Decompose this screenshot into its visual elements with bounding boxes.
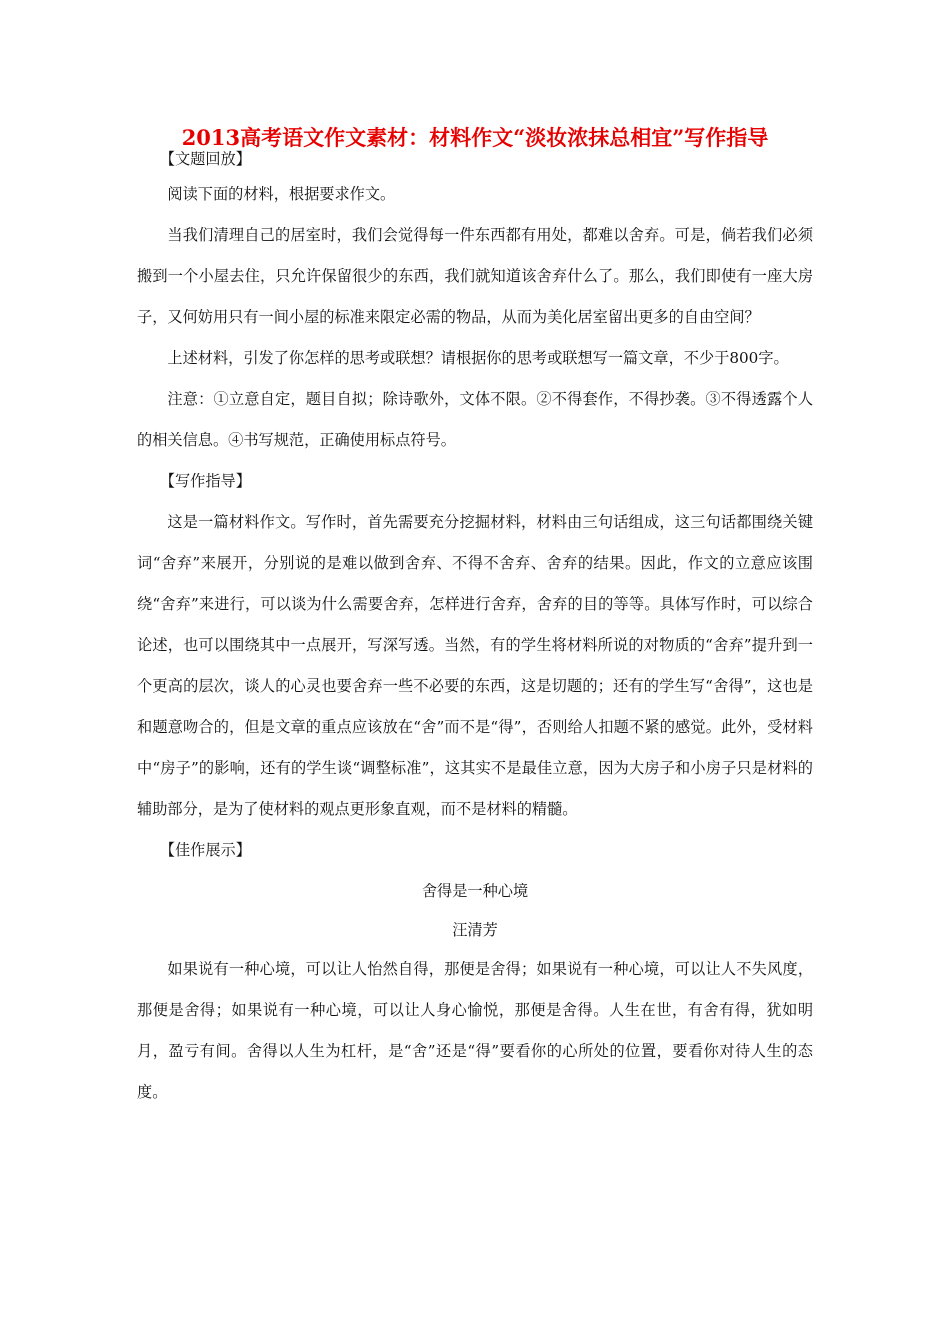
document-title: 2013高考语文作文素材：材料作文“淡妆浓抹总相宜”写作指导 xyxy=(181,125,769,150)
essay-title: 舍得是一种心境 xyxy=(421,882,529,900)
section-header-question: 【文题回放】 xyxy=(159,150,251,168)
guide-paragraph: 这是一篇材料作文。写作时，首先需要充分挖掘材料，材料由三句话组成，这三句话都围绕关键词“舍弃”来展开，分别说的是难以做到舍弃、不得不舍弃、舍弃的结果。因此，作文的立意应该围绕“舍弃”来进行，可以谈为什么需要舍弃，怎样进行舍弃，舍弃的目的等等。具体写作时，可以综合论述，也可以围绕其中一点展开，写深写透。当然，有的学生将材料所说的对物质的“舍弃”提升到一个更高的层次，谈人的心灵也要舍弃一些不必要的东西，这是切题的；还有的学生写“舍得”，这也是和题意吻合的，但是文章的重点应该放在“舍”而不是“得”，否则给人扣题不紧的感觉。此外，受材料中“房子”的影响，还有的学生谈“调整标准”，这其实不是最佳立意，因为大房子和小房子只是材料的辅助部分，是为了使材料的观点更形象直观，而不是材料的精髓。 xyxy=(137,513,813,818)
section-header-guide: 【写作指导】 xyxy=(159,472,251,490)
notice-paragraph: 注意：①立意自定，题目自拟；除诗歌外，文体不限。②不得套作，不得抄袭。③不得透露个人的相关信息。④书写规范，正确使用标点符号。 xyxy=(137,390,813,449)
instruction-paragraph: 阅读下面的材料，根据要求作文。 xyxy=(167,185,396,203)
essay-paragraph-1: 如果说有一种心境，可以让人怡然自得，那便是舍得；如果说有一种心境，可以让人不失风度，那便是舍得；如果说有一种心境，可以让人身心愉悦，那便是舍得。人生在世，有舍有得，犹如明月，盈亏有间。舍得以人生为杠杆，是“舍”还是“得”要看你的心所处的位置，要看你对待人生的态度。 xyxy=(137,960,813,1101)
section-header-showcase: 【佳作展示】 xyxy=(159,841,251,859)
requirement-paragraph: 上述材料，引发了你怎样的思考或联想？请根据你的思考或联想写一篇文章，不少于800字。 xyxy=(167,349,789,367)
essay-author: 汪清芳 xyxy=(452,921,498,939)
material-paragraph: 当我们清理自己的居室时，我们会觉得每一件东西都有用处，都难以舍弃。可是，倘若我们必须搬到一个小屋去住，只允许保留很少的东西，我们就知道该舍弃什么了。那么，我们即使有一座大房子，又何妨用只有一间小屋的标准来限定必需的物品，从而为美化居室留出更多的自由空间？ xyxy=(137,226,813,326)
document-body xyxy=(137,149,813,1113)
